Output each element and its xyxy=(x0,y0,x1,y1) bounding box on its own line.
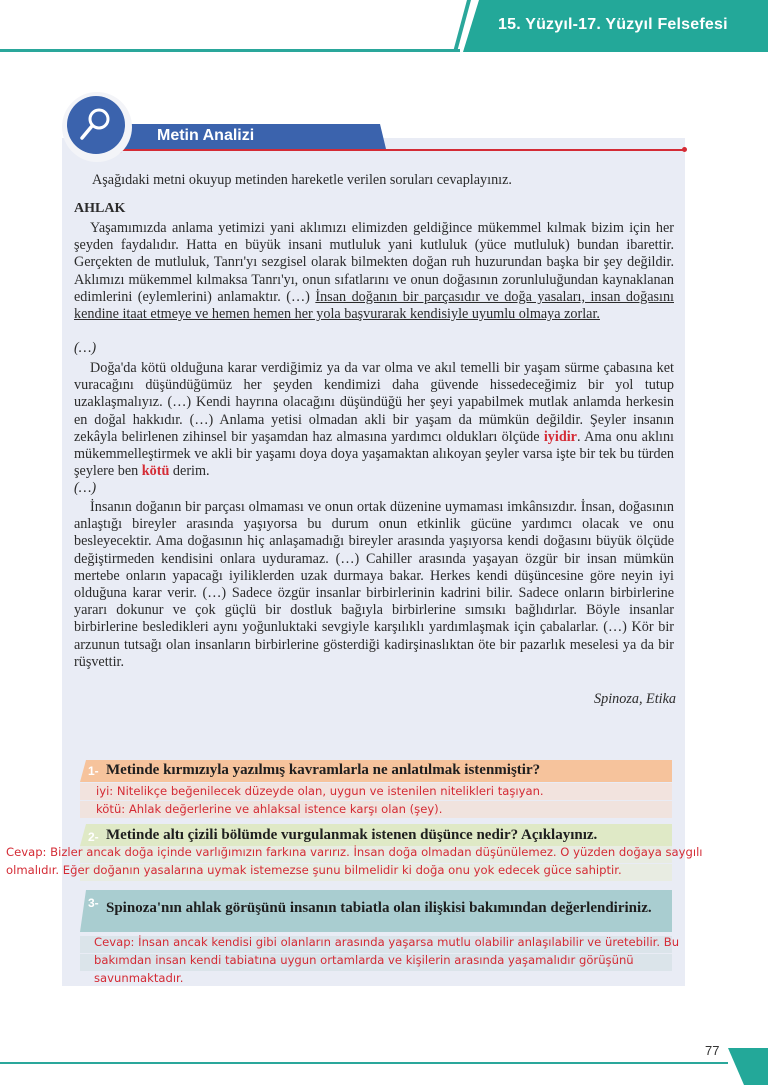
paragraph-text: . Ama onu aklını mükemmelleştirmek ve akli bir yaşamı doya doya yaşamaktan alıkoyan şeyler varsa işte bir tek bu türden şeylere ben xyxy=(74,428,674,480)
answer-1-line-2: kötü: Ahlak değerlerine ve ahlaksal istence karşı olan (şey). xyxy=(96,802,443,816)
underlined-passage: İnsan doğanın bir parçasıdır ve doğa yasaları, insan doğasını kendine itaat etmeye ve hemen hemen her yola başvurarak kendisiyle uyumlu olmaya zorlar. xyxy=(74,288,674,323)
answer-3-line-2: bakımdan insan kendi tabiatına uygun ortamlarda ve kişilerin arasında yaşamalıdır görüşünü xyxy=(94,953,634,967)
red-term-iyidir: iyidir xyxy=(543,428,577,445)
question-1-number: 1- xyxy=(88,764,99,778)
section-title: Metin Analizi xyxy=(157,127,255,144)
question-2-number: 2- xyxy=(88,830,99,844)
section-red-dot xyxy=(682,147,687,152)
footer-rule xyxy=(0,1062,728,1064)
header-rule xyxy=(0,49,460,52)
question-2-text: Metinde altı çizili bölümde vurgulanmak istenen düşünce nedir? Açıklayınız. xyxy=(106,827,598,843)
paragraph-text: Yaşamımızda anlama yetimizi yani aklımızı elimizden geldiğince mükemmel kılmak bizim için her şeyden faydalıdır. Hatta en büyük insani mutluluk yani kutluluk (yüce mutluluk) bundan ibarettir. Gerçekten de mutluluk, Tanrı'yı sezgisel olarak bilmekten doğan ruh huzurundan başka bir şey değildir. Aklımızı mükemmel kılmaksa Tanrı'yı, onun sıfatlarını ve onun doğasının zorunluluğundan kaynaklanan edimlerini (eylemlerini) anlamaktır. (…) xyxy=(74,220,674,305)
section-red-rule xyxy=(118,149,684,151)
question-3-text: Spinoza'nın ahlak görüşünü insanın tabiatla olan ilişkisi bakımından değerlendiriniz. xyxy=(106,900,652,916)
page-number: 77 xyxy=(705,1043,720,1058)
ellipsis-1: (…) xyxy=(74,340,97,356)
question-1-text: Metinde kırmızıyla yazılmış kavramlarla ne anlatılmak istenmiştir? xyxy=(106,762,541,778)
passage-paragraph-3: İnsanın doğanın bir parçası olmaması ve onun ortak düzenine uymaması imkânsızdır. İnsan, doğasının anlaştığı bireyler arasında yaşıyorsa bu durum onun etkinlik gücüne yardımcı olacak ve onu besleyecektir. Ama doğasının hiç anlaşamadığı bireyler arasında yaşıyorsa kendi doğasını büyük ölçüde değiştirmeden kendisini onlara uyduramaz. (…) Cahiller arasında yaşayan özgür bir insan mümkün mertebe onların yapacağı iyiliklerden uzak durmaya bakar. Herkes kendi düşüncesine göre neyin iyi olduğuna karar verir. (…) Sadece özgür insanlar birbirlerinin kadrini bilir. Sadece onların birbirlerine yararı dokunur ve çok güçlü bir dostluk bağıyla birbirlerine sımsıkı bağlıdırlar. Böyle insanlar birbirlerine besledikleri aynı yoğunluktaki sevgiyle karşılıklı yardımlaşmak için çabalarlar. (…) Kör bir arzunun tutsağı olan insanların birbirlerine gösterdiği kadirşinaslıktan öte bir pazarlık meselesi ya da bir rüşvettir. xyxy=(74,499,674,670)
paragraph-text: derim. xyxy=(169,463,210,480)
source-citation: Spinoza, Etika xyxy=(594,691,676,707)
answer-3-line-3: savunmaktadır. xyxy=(94,971,184,985)
footer-band xyxy=(728,1048,768,1085)
magnifier-icon xyxy=(67,96,125,154)
instructions: Aşağıdaki metni okuyup metinden hareketle verilen soruları cevaplayınız. xyxy=(92,172,512,188)
paragraph-text: Doğa'da kötü olduğuna karar verdiğimiz ya da var olma ve akıl temelli bir yaşam sürme çabasına ket vuracağını düşündüğümüz her şeyden kendimizi daha güvende hissedeceğimiz bir yol tutup uzaklaşmalıyız. (…) Kendi hayrına olacağını düşündüğü her şeyi yapabilmek mutlak anlamda herkesin en doğal hakkıdır. (…) Anlama yetisi olmadan akli bir yaşam da mümkün değildir. Şeyler insanın zekâyla belirlenen zihinsel bir yaşamdan haz almasına yardımcı oldukları ölçüde xyxy=(74,360,674,445)
answer-2-line-2: olmalıdır. Eğer doğanın yasalarına uymak istemezse şunu bilmelidir ki doğa onu yok edecek güce sahiptir. xyxy=(6,863,622,877)
passage-paragraph-1 xyxy=(74,220,674,323)
answer-3-line-1: Cevap: İnsan ancak kendisi gibi olanların arasında yaşarsa mutlu olabilir anlaşılabilir ve üretebilir. Bu xyxy=(94,935,680,949)
question-3-number: 3- xyxy=(88,896,99,910)
text-heading: AHLAK xyxy=(74,201,126,216)
answer-2-line-1: Cevap: Bizler ancak doğa içinde varlığımızın farkına varırız. İnsan doğa olmadan düşünülemez. O yüzden doğaya saygılı xyxy=(6,845,703,859)
passage-paragraph-2 xyxy=(74,360,674,480)
ellipsis-2: (…) xyxy=(74,480,97,496)
chapter-title: 15. Yüzyıl-17. Yüzyıl Felsefesi xyxy=(498,16,728,33)
answer-1-line-1: iyi: Nitelikçe beğenilecek düzeyde olan, uygun ve istenilen nitelikleri taşıyan. xyxy=(96,784,544,798)
red-term-kotu: kötü xyxy=(141,463,170,480)
